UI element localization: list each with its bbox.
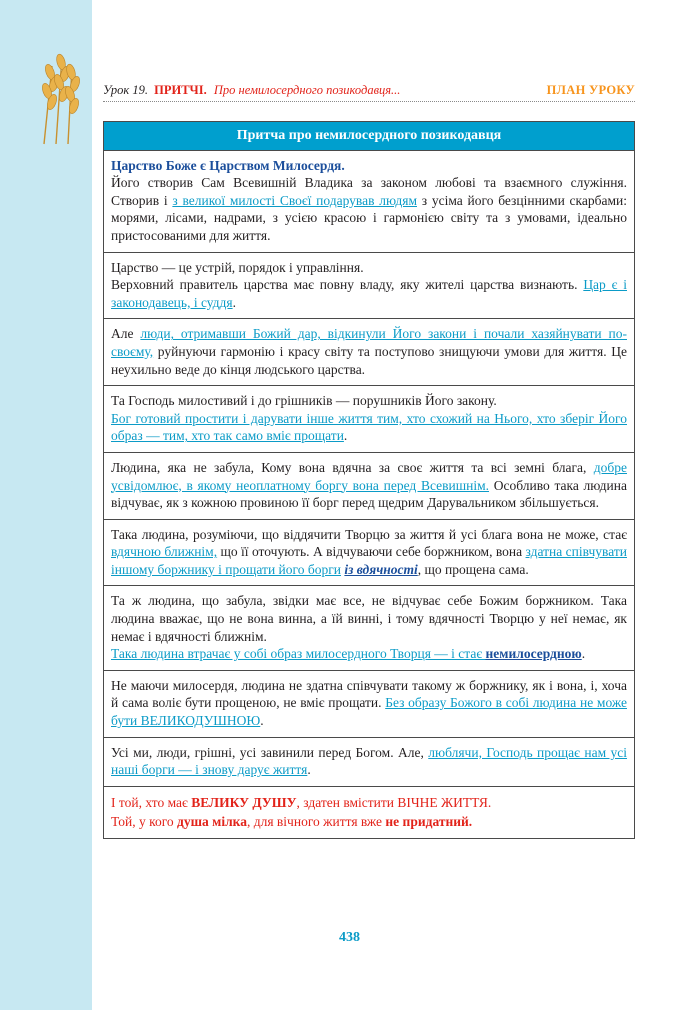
- conclusion-text: , для вічного життя вже: [246, 813, 386, 829]
- highlight-link[interactable]: добре усвідомлює, в якому неоплатному боргу вона перед Всевишнім.: [111, 459, 627, 493]
- row-text: .: [343, 428, 348, 444]
- side-band: [0, 0, 92, 1010]
- highlight-link[interactable]: люди, отримавши Божий дар, відкинули Його закони і почали хазяйнувати по-своєму,: [111, 326, 627, 359]
- row-text: Верховний правитель царства має повну владу, яку жителі царства визнають.: [111, 277, 584, 293]
- table-row: [104, 252, 635, 319]
- highlight-link[interactable]: Цар є і законодавець, і суддя: [111, 277, 627, 310]
- row-text: .: [307, 762, 311, 778]
- row-text: Усі ми, люди, грішні, усі завинили перед Богом. Але,: [111, 744, 429, 760]
- row-text: .: [232, 294, 236, 310]
- row-text: .: [260, 713, 264, 729]
- header-divider: [103, 101, 635, 102]
- row-text: Але: [111, 326, 141, 342]
- highlight-link[interactable]: Без образу Божого в собі людина не може бути ВЕЛИКОДУШНОЮ: [111, 695, 627, 729]
- lesson-topic: ПРИТЧІ.: [154, 83, 207, 97]
- row-all-sinners: [104, 737, 635, 786]
- table-row: [104, 786, 635, 838]
- row-text: Його створив Сам Всевишній Владика за законом любові та взаємного служіння. Створив і: [111, 175, 627, 208]
- row-text: Та ж людина, що забула, звідки має все, не відчуває себе Божим боржником. Така людина вважає, що не вона винна, а їй винні, і тому вдячності Творцю у неї немає, як немає і вдячності ближнім.: [111, 593, 627, 644]
- table-row: [104, 452, 635, 519]
- row-god-merciful: [104, 386, 635, 453]
- lesson-number: Урок 19.: [103, 83, 149, 97]
- section-label: ПЛАН УРОКУ: [546, 83, 635, 97]
- row-text: Та Господь милостивий і до грішників — порушників Його закону.: [111, 393, 497, 409]
- conclusion-text: Той, у кого: [111, 813, 178, 829]
- highlight-link-bold[interactable]: немилосердною: [485, 646, 582, 662]
- highlight-link[interactable]: здатна співчувати іншому боржнику і прощати його борги: [111, 544, 627, 577]
- row-text: з усіма його безцінними скарбами: морями, лісами, надрами, з усією красою і гармонією світу та з умовами, ідеально пристосованими для життя.: [111, 192, 628, 243]
- highlight-link[interactable]: вдячною ближнім,: [111, 544, 218, 560]
- row-grateful-to-neighbors: [104, 519, 635, 586]
- conclusion-text: І той, хто має: [111, 794, 192, 810]
- row-text: Людина, яка не забула, Кому вона вдячна за своє життя та всі земні блага,: [111, 459, 594, 475]
- parable-table: [103, 121, 635, 839]
- row-kingdom: [104, 150, 635, 252]
- row-text: Особливо така людина відчуває, як з кожною провиною її борг перед щедрим Дарувальником збільшується.: [111, 477, 627, 511]
- row-text: що її оточують. А відчуваючи себе боржником, вона: [217, 544, 526, 560]
- row-text: Така людина, розуміючи, що віддячити Творцю за життя й усі блага вона не може, стає: [111, 526, 627, 542]
- row-text: Царство — це устрій, порядок і управління.: [111, 259, 364, 275]
- table-row: [104, 386, 635, 453]
- conclusion-emphasis: ВЕЛИКУ ДУШУ: [191, 794, 297, 810]
- highlight-link[interactable]: люблячи, Господь прощає нам усі наші борги — і знову дарує життя: [111, 744, 628, 778]
- row-text: .: [581, 646, 586, 662]
- lesson-subtopic: Про немилосердного позикодавця...: [213, 83, 401, 97]
- conclusion-emphasis: душа мілка: [177, 813, 247, 829]
- highlight-link[interactable]: з великої милості Своєї подарував людям: [172, 192, 417, 208]
- row-kingdom-definition: [104, 252, 635, 319]
- table-title: Притча про немилосердного позикодавця: [104, 122, 635, 151]
- table-row: [104, 670, 635, 737]
- row-text: руйнуючи гармонію і красу світу та поступово знищуючи умови для життя. Це неухильно веде до кінця людського царства.: [111, 343, 627, 377]
- row-without-mercy: [104, 670, 635, 737]
- table-row: [104, 519, 635, 586]
- row-forgetful-person: [104, 586, 635, 670]
- table-row: [104, 319, 635, 386]
- conclusion-emphasis: не придатний.: [385, 813, 473, 829]
- table-row: [104, 150, 635, 252]
- table-row: [104, 737, 635, 786]
- highlight-link[interactable]: Бог готовий простити і дарувати інше життя тим, хто схожий на Нього, хто зберіг Його образ — тим, хто так само вміє прощати: [111, 410, 627, 444]
- page-number: 438: [339, 930, 360, 945]
- row-conclusion: [104, 786, 635, 838]
- row-text: Не маючи милосердя, людина не здатна співчувати такому ж боржнику, як і вона, і, хоча й сама воліє бути прощеною, не вміє прощати.: [111, 677, 627, 711]
- table-row: [104, 586, 635, 670]
- row-heading: Царство Боже є Царством Милосердя.: [111, 157, 345, 173]
- highlight-link[interactable]: Така людина втрачає у собі образ милосердного Творця — і стає: [111, 646, 486, 662]
- conclusion-text: , здатен вмістити ВІЧНЕ ЖИТТЯ.: [296, 794, 492, 810]
- wheat-icon: [22, 36, 92, 146]
- row-grateful-person: [104, 452, 635, 519]
- row-people-rejected: [104, 319, 635, 386]
- highlight-link-bold[interactable]: із вдячності: [344, 561, 418, 577]
- row-text: , що прощена сама.: [417, 561, 529, 577]
